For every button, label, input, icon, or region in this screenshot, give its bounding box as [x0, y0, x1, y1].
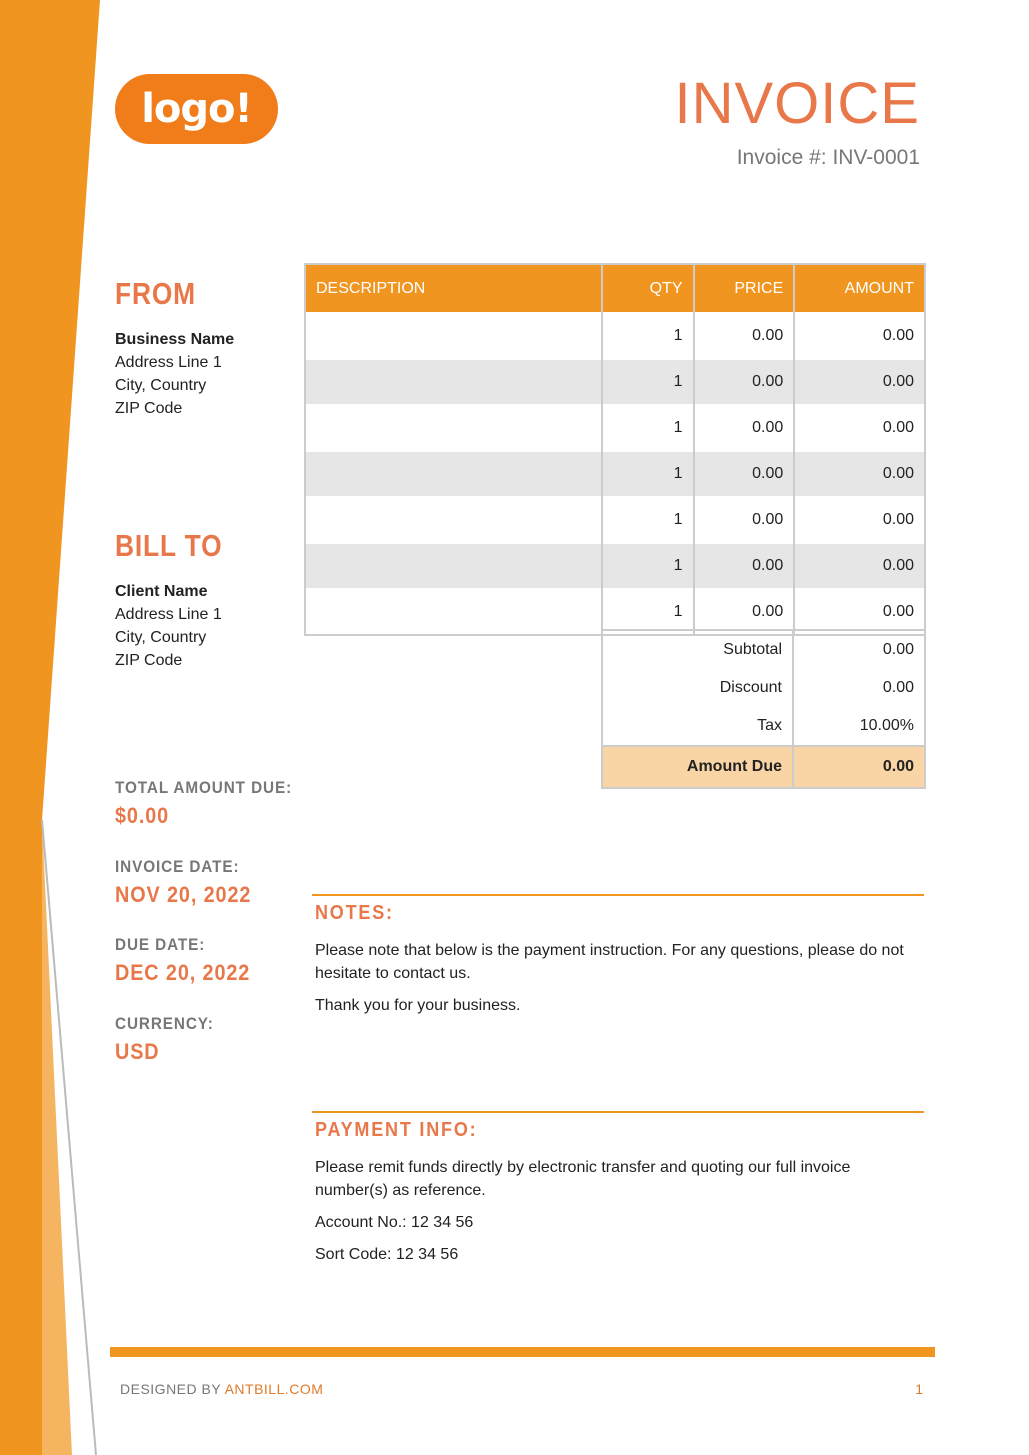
cell-qty: 1	[602, 451, 694, 497]
table-row	[306, 589, 924, 634]
discount-value: 0.00	[793, 669, 924, 707]
client-city-country: City, Country	[115, 629, 207, 646]
designed-by-label: DESIGNED BY	[120, 1381, 221, 1397]
notes-thanks: Thank you for your business.	[315, 997, 521, 1014]
header-description: DESCRIPTION	[306, 265, 602, 313]
table-row	[306, 451, 924, 497]
table-row	[306, 543, 924, 589]
client-name: Client Name	[115, 583, 208, 600]
cell-price: 0.00	[694, 497, 795, 543]
payment-info-heading: PAYMENT INFO:	[315, 1119, 478, 1141]
company-logo: logo!	[115, 74, 278, 144]
notes-divider	[312, 894, 924, 896]
tax-label: Tax	[757, 717, 782, 734]
notes-heading: NOTES:	[315, 902, 394, 924]
from-zip: ZIP Code	[115, 400, 183, 417]
from-address-line: Address Line 1	[115, 354, 222, 371]
amount-due-value: 0.00	[793, 746, 924, 787]
total-amount-due-label: TOTAL AMOUNT DUE:	[115, 778, 293, 797]
invoice-date-label: INVOICE DATE:	[115, 857, 240, 876]
tax-value: 10.00%	[793, 707, 924, 746]
client-address-line: Address Line 1	[115, 606, 222, 623]
cell-price: 0.00	[694, 359, 795, 405]
amount-due-label: Amount Due	[603, 746, 793, 787]
cell-price: 0.00	[694, 451, 795, 497]
table-row	[306, 497, 924, 543]
currency-value: USD	[115, 1039, 160, 1064]
bill-to-heading: BILL TO	[115, 528, 223, 563]
cell-description	[306, 359, 602, 405]
invoice-title: INVOICE	[674, 71, 920, 136]
sort-code: Sort Code: 12 34 56	[315, 1246, 459, 1263]
cell-price: 0.00	[694, 313, 795, 359]
from-address	[115, 328, 234, 420]
line-items-table	[306, 265, 924, 634]
from-business-name: Business Name	[115, 331, 235, 348]
account-number: Account No.: 12 34 56	[315, 1214, 474, 1231]
amount-due-row	[603, 746, 924, 787]
totals-table	[603, 631, 924, 787]
cell-amount: 0.00	[794, 405, 924, 451]
subtotal-label: Subtotal	[723, 641, 782, 658]
decorative-side-stripe	[0, 0, 110, 1455]
header-qty: QTY	[602, 265, 694, 313]
cell-description	[306, 497, 602, 543]
table-row	[306, 405, 924, 451]
cell-amount: 0.00	[794, 543, 924, 589]
footer-bar	[110, 1347, 935, 1357]
cell-qty: 1	[602, 359, 694, 405]
due-date-value: DEC 20, 2022	[115, 960, 251, 985]
cell-qty: 1	[602, 405, 694, 451]
discount-label: Discount	[719, 679, 782, 696]
table-row	[306, 359, 924, 405]
cell-amount: 0.00	[794, 497, 924, 543]
due-date-label: DUE DATE:	[115, 935, 206, 954]
cell-description	[306, 451, 602, 497]
notes-text: Please note that below is the payment instruction. For any questions, please do not hesitate to contact us.	[315, 942, 904, 982]
client-zip: ZIP Code	[115, 652, 183, 669]
cell-qty: 1	[602, 313, 694, 359]
cell-price: 0.00	[694, 543, 795, 589]
header-price: PRICE	[694, 265, 795, 313]
cell-qty: 1	[602, 543, 694, 589]
currency-label: CURRENCY:	[115, 1014, 214, 1033]
cell-description	[306, 313, 602, 359]
cell-qty: 1	[602, 589, 694, 634]
cell-amount: 0.00	[794, 359, 924, 405]
cell-qty: 1	[602, 497, 694, 543]
payment-instructions: Please remit funds directly by electronic transfer and quoting our full invoice number(s) as reference.	[315, 1159, 851, 1199]
invoice-number: Invoice #: INV-0001	[736, 146, 920, 169]
from-city-country: City, Country	[115, 377, 207, 394]
table-header-row	[306, 265, 924, 313]
payment-divider	[312, 1111, 924, 1113]
cell-description	[306, 405, 602, 451]
cell-price: 0.00	[694, 589, 795, 634]
from-heading: FROM	[115, 276, 196, 311]
cell-amount: 0.00	[794, 589, 924, 634]
cell-description	[306, 543, 602, 589]
cell-amount: 0.00	[794, 313, 924, 359]
bill-to-address	[115, 580, 222, 672]
subtotal-value: 0.00	[793, 631, 924, 669]
footer-credit	[120, 1381, 323, 1397]
discount-row	[603, 669, 924, 707]
tax-row	[603, 707, 924, 746]
invoice-date-value: NOV 20, 2022	[115, 882, 252, 907]
cell-amount: 0.00	[794, 451, 924, 497]
subtotal-row	[603, 631, 924, 669]
header-amount: AMOUNT	[794, 265, 924, 313]
table-row	[306, 313, 924, 359]
cell-price: 0.00	[694, 405, 795, 451]
page-number: 1	[915, 1381, 923, 1397]
total-amount-due-value: $0.00	[115, 803, 170, 828]
footer-brand-link[interactable]: ANTBILL.COM	[224, 1381, 324, 1397]
cell-description	[306, 589, 602, 634]
